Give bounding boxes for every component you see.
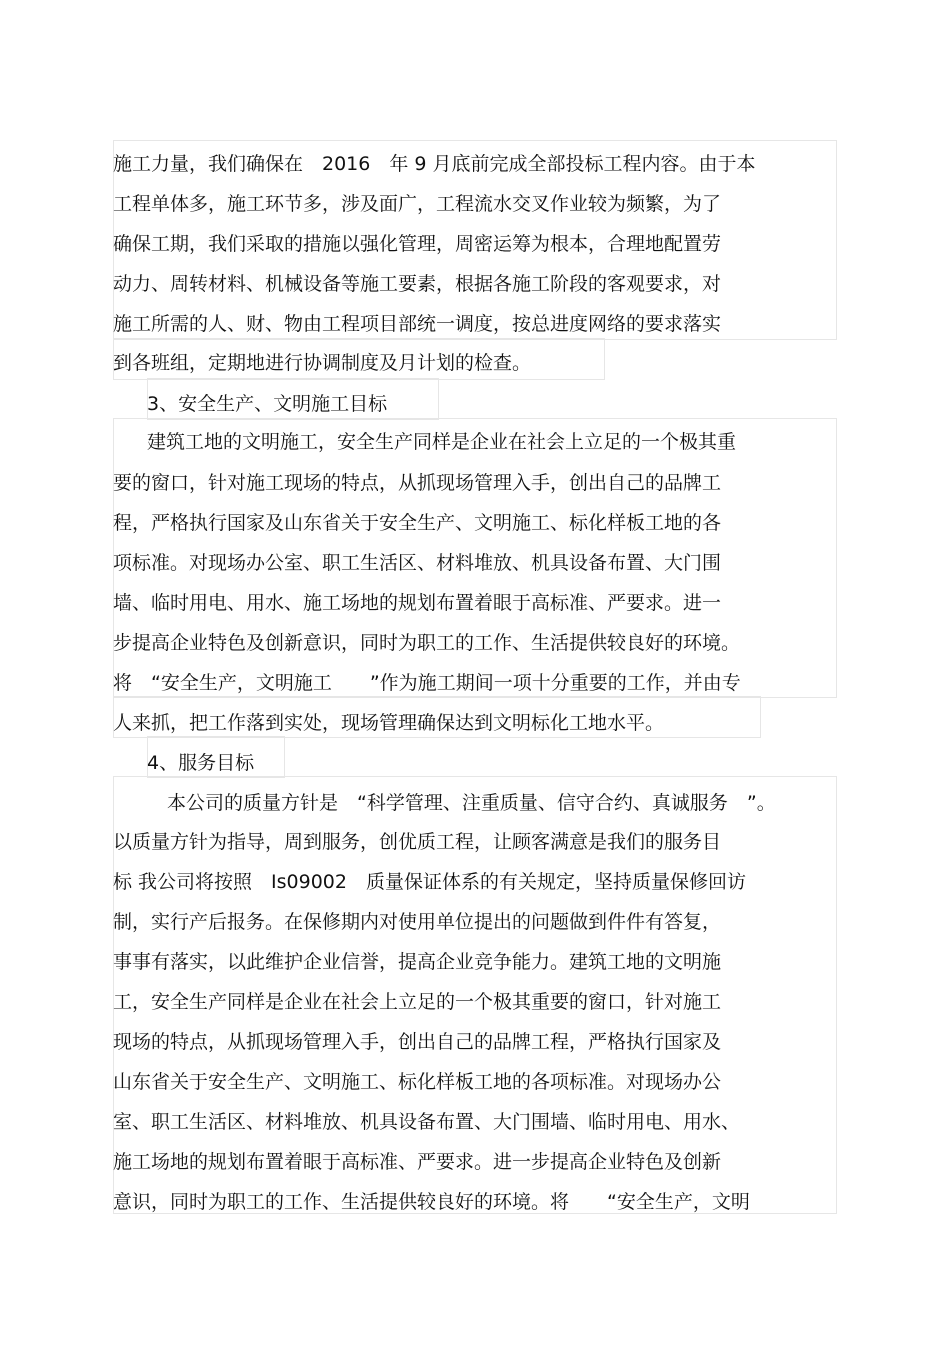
paragraph-line: 动力、周转材料、机械设备等施工要素，根据各施工阶段的客观要求，对 <box>113 273 722 295</box>
paragraph-line: 意识，同时为职工的工作、生活提供较良好的环境。将 “安全生产，文明 <box>113 1191 750 1213</box>
paragraph-line: 标 我公司将按照 Is09002 质量保证体系的有关规定，坚持质量保修回访 <box>113 871 746 893</box>
paragraph-line: 将 “安全生产，文明施工 ”作为施工期间一项十分重要的工作，并由专 <box>113 672 741 694</box>
paragraph-line: 施工力量，我们确保在 2016 年 9 月底前完成全部投标工程内容。由于本 <box>113 153 756 175</box>
paragraph-line: 人来抓，把工作落到实处，现场管理确保达到文明标化工地水平。 <box>113 712 665 734</box>
paragraph-line: 工程单体多，施工环节多，涉及面广，工程流水交叉作业较为频繁，为了 <box>113 193 722 215</box>
paragraph-line: 施工所需的人、财、物由工程项目部统一调度，按总进度网络的要求落实 <box>113 313 722 335</box>
section-heading-safety: 3、安全生产、文明施工目标 <box>147 393 388 415</box>
paragraph-line: 山东省关于安全生产、文明施工、标化样板工地的各项标准。对现场办公 <box>113 1071 722 1093</box>
paragraph-line: 室、职工生活区、材料堆放、机具设备布置、大门围墙、临时用电、用水、 <box>113 1111 741 1133</box>
paragraph-line: 制，实行产后报务。在保修期内对使用单位提出的问题做到件件有答复， <box>113 911 722 933</box>
paragraph-line: 墙、临时用电、用水、施工场地的规划布置着眼于高标准、严要求。进一 <box>113 592 722 614</box>
paragraph-line: 步提高企业特色及创新意识，同时为职工的工作、生活提供较良好的环境。 <box>113 632 741 654</box>
section-heading-service: 4、服务目标 <box>147 752 255 774</box>
paragraph-line: 要的窗口，针对施工现场的特点，从抓现场管理入手，创出自己的品牌工 <box>113 472 722 494</box>
paragraph-line: 项标准。对现场办公室、职工生活区、材料堆放、机具设备布置、大门围 <box>113 552 722 574</box>
paragraph-line: 建筑工地的文明施工，安全生产同样是企业在社会上立足的一个极其重 <box>147 431 737 453</box>
paragraph-line: 到各班组，定期地进行协调制度及月计划的检查。 <box>113 352 532 374</box>
paragraph-line: 本公司的质量方针是 “科学管理、注重质量、信守合约、真诚服务 ”。 <box>167 792 776 814</box>
paragraph-line: 事事有落实，以此维护企业信誉，提高企业竞争能力。建筑工地的文明施 <box>113 951 722 973</box>
paragraph-line: 现场的特点，从抓现场管理入手，创出自己的品牌工程，严格执行国家及 <box>113 1031 722 1053</box>
paragraph-line: 以质量方针为指导，周到服务，创优质工程，让顾客满意是我们的服务目 <box>113 831 722 853</box>
paragraph-line: 确保工期，我们采取的措施以强化管理，周密运筹为根本，合理地配置劳 <box>113 233 722 255</box>
paragraph-line: 施工场地的规划布置着眼于高标准、严要求。进一步提高企业特色及创新 <box>113 1151 722 1173</box>
paragraph-line: 工，安全生产同样是企业在社会上立足的一个极其重要的窗口，针对施工 <box>113 991 722 1013</box>
paragraph-line: 程，严格执行国家及山东省关于安全生产、文明施工、标化样板工地的各 <box>113 512 722 534</box>
